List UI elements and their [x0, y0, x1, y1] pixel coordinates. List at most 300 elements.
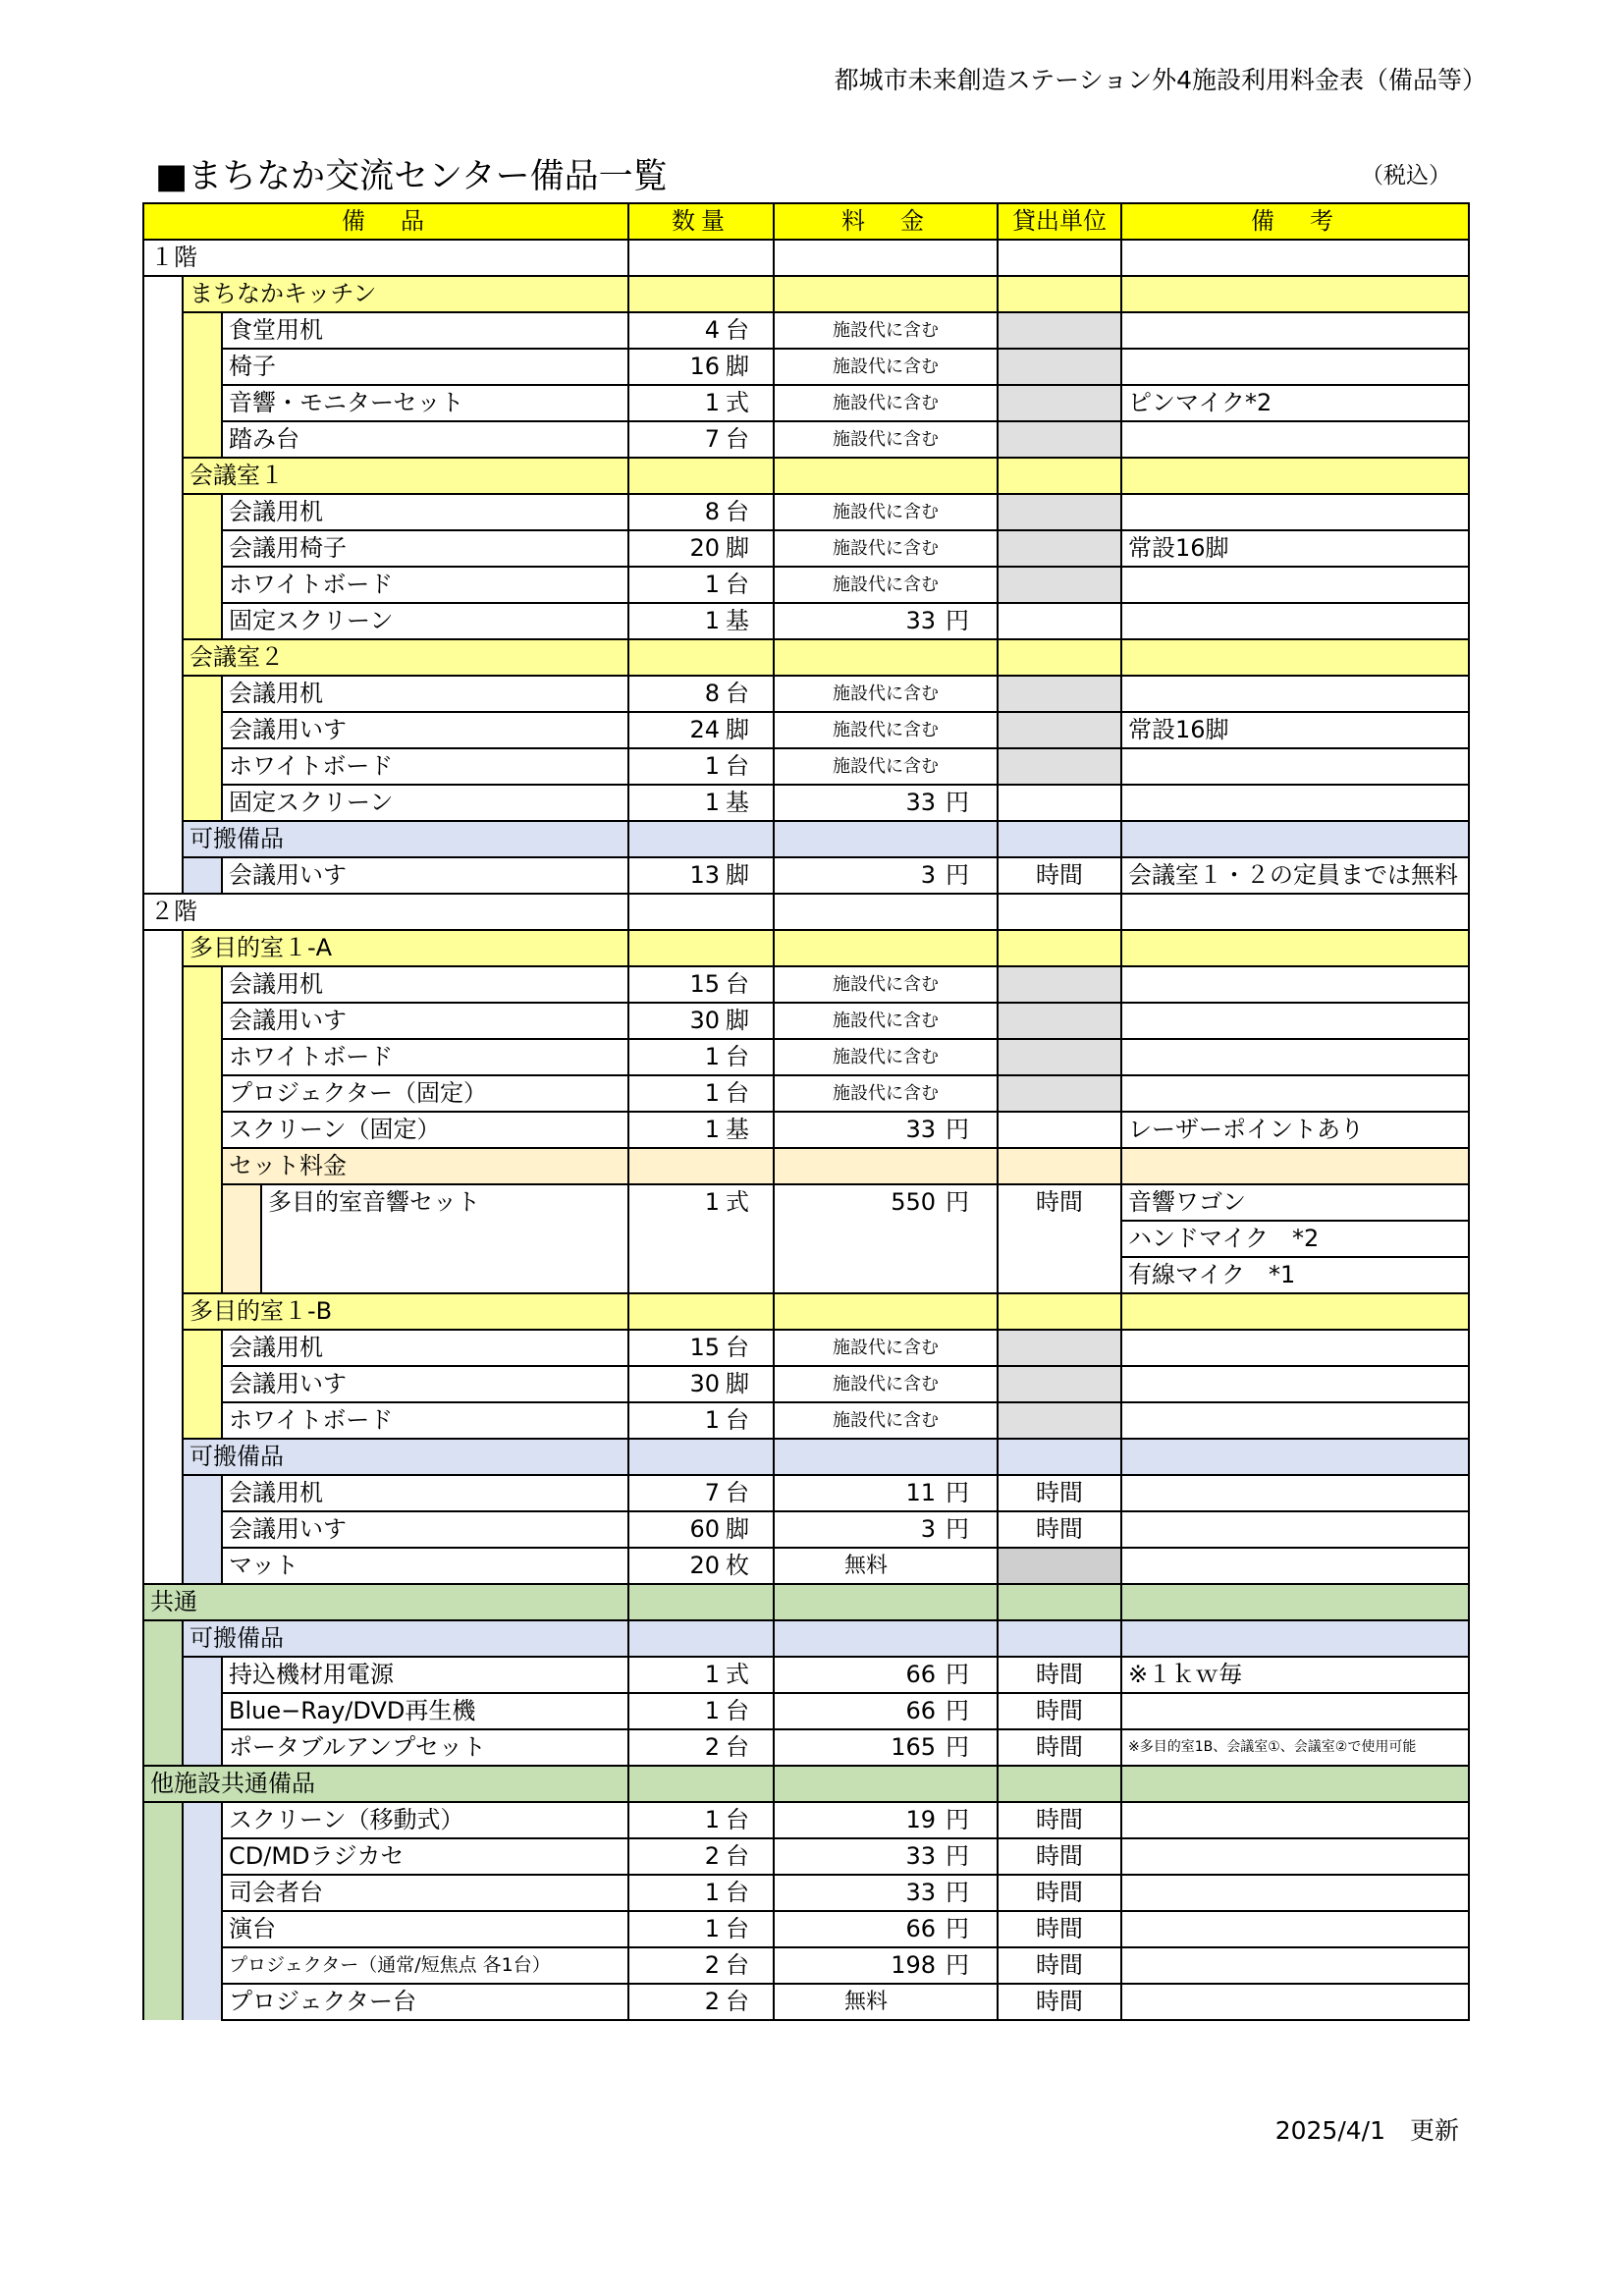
- item-unit: 時間: [998, 1984, 1121, 2020]
- yen-label: 円: [946, 1915, 969, 1942]
- item-qty: [628, 1693, 774, 1729]
- price-cell: [774, 894, 998, 930]
- item-name: Blue−Ray/DVD再生機: [222, 1693, 628, 1729]
- group-bar: [183, 1257, 222, 1293]
- table-row: [143, 421, 1469, 458]
- qty-value: 2: [704, 1951, 720, 1979]
- item-name: スクリーン（固定）: [222, 1112, 628, 1148]
- group-bar: [143, 1003, 183, 1039]
- item-price: [774, 1112, 998, 1148]
- qty-unit: 台: [726, 1951, 749, 1979]
- item-unit: 時間: [998, 1511, 1121, 1548]
- group-bar: [183, 603, 222, 639]
- equipment-table: [142, 202, 1470, 2021]
- qty-unit: 枚: [726, 1552, 749, 1579]
- yen-label: 円: [946, 1515, 969, 1543]
- table-row: [143, 712, 1469, 748]
- note-cell: [1121, 1293, 1469, 1330]
- group-bar: [183, 1075, 222, 1112]
- group-bar: [183, 676, 222, 712]
- item-price: [774, 1729, 998, 1766]
- group-label: 可搬備品: [183, 821, 628, 857]
- qty-value: 15: [689, 970, 720, 998]
- item-name: スクリーン（移動式）: [222, 1802, 628, 1838]
- group-bar: [143, 1911, 183, 1947]
- item-name: 食堂用机: [222, 312, 628, 349]
- item-price: 施設代に含む: [774, 1003, 998, 1039]
- item-note: [1121, 1475, 1469, 1511]
- item-qty: [628, 1875, 774, 1911]
- group-bar: [143, 1693, 183, 1729]
- price-cell: [774, 1148, 998, 1184]
- group-bar: [183, 312, 222, 349]
- item-qty: [628, 530, 774, 567]
- item-unit: 時間: [998, 1911, 1121, 1947]
- item-unit: [998, 567, 1121, 603]
- item-unit: [998, 1548, 1121, 1584]
- set-label: セット料金: [222, 1148, 628, 1184]
- group-row: [143, 930, 1469, 966]
- note-cell: [1121, 894, 1469, 930]
- page-title: ■まちなか交流センター備品一覧: [155, 157, 668, 196]
- table-row: [143, 1984, 1469, 2020]
- group-bar: [183, 1657, 222, 1693]
- group-bar: [143, 312, 183, 349]
- qty-value: 20: [689, 1552, 720, 1579]
- unit-cell: [998, 276, 1121, 312]
- group-bar: [143, 494, 183, 530]
- qty-cell: [628, 1766, 774, 1802]
- item-unit: [998, 1330, 1121, 1366]
- group-bar: [183, 421, 222, 458]
- price-value: 198: [891, 1951, 936, 1979]
- group-row: [143, 639, 1469, 676]
- qty-value: 1: [704, 389, 720, 416]
- document-header: 都城市未来創造ステーション外4施設利用料金表（備品等）: [834, 66, 1487, 94]
- item-name: 会議用椅子: [222, 530, 628, 567]
- price-value: 550: [891, 1188, 936, 1216]
- item-qty: [628, 385, 774, 421]
- floor-row: [143, 1766, 1469, 1802]
- item-note: 音響ワゴン: [1121, 1184, 1469, 1221]
- item-unit: 時間: [998, 1875, 1121, 1911]
- floor-label: 共通: [143, 1584, 628, 1620]
- qty-unit: 台: [726, 1733, 749, 1761]
- qty-unit: 台: [726, 970, 749, 998]
- group-bar: [183, 385, 222, 421]
- note-cell: [1121, 458, 1469, 494]
- group-bar: [183, 567, 222, 603]
- table-row: [143, 1802, 1469, 1838]
- set-row: [143, 1148, 1469, 1184]
- item-name: ホワイトボード: [222, 748, 628, 785]
- yen-label: 円: [946, 1842, 969, 1870]
- item-unit: [998, 421, 1121, 458]
- item-price: 施設代に含む: [774, 530, 998, 567]
- group-bar: [143, 930, 183, 966]
- price-value: 66: [905, 1915, 936, 1942]
- qty-value: 1: [704, 1116, 720, 1143]
- group-bar: [183, 1875, 222, 1911]
- column-header-unit: 貸出単位: [998, 203, 1121, 240]
- table-row: [143, 567, 1469, 603]
- item-unit: [998, 385, 1121, 421]
- qty-unit: 脚: [726, 1370, 749, 1397]
- table-row: [143, 1475, 1469, 1511]
- unit-cell: [998, 930, 1121, 966]
- item-unit: [998, 349, 1121, 385]
- group-bar: [183, 1984, 222, 2020]
- item-price: 施設代に含む: [774, 676, 998, 712]
- group-bar: [143, 1475, 183, 1511]
- table-row: [143, 1693, 1469, 1729]
- item-price: 施設代に含む: [774, 1039, 998, 1075]
- item-unit: 時間: [998, 857, 1121, 894]
- item-note: [1121, 1875, 1469, 1911]
- price-value: 3: [920, 861, 936, 889]
- item-qty: [628, 494, 774, 530]
- item-unit: [998, 1003, 1121, 1039]
- item-price: 施設代に含む: [774, 966, 998, 1003]
- group-bar: [143, 1657, 183, 1693]
- item-qty: [628, 1039, 774, 1075]
- item-note: [1121, 1039, 1469, 1075]
- yen-label: 円: [946, 1697, 969, 1724]
- table-row: [143, 1184, 1469, 1221]
- note-cell: [1121, 1439, 1469, 1475]
- item-note: [1121, 1548, 1469, 1584]
- item-unit: 時間: [998, 1947, 1121, 1984]
- qty-unit: 基: [726, 1116, 749, 1143]
- item-price: [774, 1511, 998, 1548]
- table-row: [143, 676, 1469, 712]
- table-row: [143, 530, 1469, 567]
- qty-unit: 脚: [726, 534, 749, 562]
- column-header-item: 備 品: [143, 203, 628, 240]
- qty-unit: 脚: [726, 1007, 749, 1034]
- group-bar: [143, 1802, 183, 1838]
- group-bar: [183, 857, 222, 894]
- price-cell: [774, 1439, 998, 1475]
- qty-unit: 台: [726, 1043, 749, 1070]
- item-price: [774, 1947, 998, 1984]
- item-unit: [998, 748, 1121, 785]
- qty-unit: 台: [726, 571, 749, 598]
- qty-unit: 台: [726, 425, 749, 453]
- price-cell: [774, 930, 998, 966]
- group-bar: [143, 1075, 183, 1112]
- price-value: 165: [891, 1733, 936, 1761]
- table-row: [143, 1729, 1469, 1766]
- qty-unit: 台: [726, 1406, 749, 1434]
- item-note: [1121, 312, 1469, 349]
- group-bar: [143, 530, 183, 567]
- price-value: 3: [920, 1515, 936, 1543]
- qty-value: 1: [704, 1697, 720, 1724]
- qty-value: 1: [704, 789, 720, 816]
- item-price: 無料: [774, 1984, 998, 2020]
- group-bar: [143, 1729, 183, 1766]
- item-price: 施設代に含む: [774, 1075, 998, 1112]
- qty-value: 2: [704, 1988, 720, 2015]
- group-bar: [183, 1729, 222, 1766]
- item-name: 椅子: [222, 349, 628, 385]
- item-unit: 時間: [998, 1693, 1121, 1729]
- item-name: 音響・モニターセット: [222, 385, 628, 421]
- item-note: [1121, 603, 1469, 639]
- qty-unit: 台: [726, 498, 749, 525]
- note-cell: [1121, 1766, 1469, 1802]
- item-note: [1121, 1075, 1469, 1112]
- item-note: レーザーポイントあり: [1121, 1112, 1469, 1148]
- floor-row: [143, 240, 1469, 276]
- qty-cell: [628, 639, 774, 676]
- table-row: [143, 1366, 1469, 1402]
- table-row: [143, 349, 1469, 385]
- group-bar: [143, 1330, 183, 1366]
- qty-value: 2: [704, 1733, 720, 1761]
- table-row: [143, 748, 1469, 785]
- table-row: [143, 785, 1469, 821]
- price-cell: [774, 1766, 998, 1802]
- floor-row: [143, 894, 1469, 930]
- item-unit: [998, 1039, 1121, 1075]
- item-unit: [998, 785, 1121, 821]
- table-row: [143, 1112, 1469, 1148]
- floor-row: [143, 1584, 1469, 1620]
- qty-value: 1: [704, 1915, 720, 1942]
- qty-value: 15: [689, 1334, 720, 1361]
- table-row: [143, 1075, 1469, 1112]
- group-bar: [143, 1984, 183, 2020]
- note-cell: [1121, 930, 1469, 966]
- qty-unit: 台: [726, 316, 749, 344]
- floor-label: 他施設共通備品: [143, 1766, 628, 1802]
- group-bar: [183, 1330, 222, 1366]
- group-row: [143, 276, 1469, 312]
- item-note: [1121, 1511, 1469, 1548]
- item-price: [774, 1838, 998, 1875]
- price-value: 33: [905, 1116, 936, 1143]
- qty-unit: 脚: [726, 716, 749, 743]
- item-name: 会議用いす: [222, 1003, 628, 1039]
- group-bar: [183, 785, 222, 821]
- item-note: 会議室１・２の定員までは無料: [1121, 857, 1469, 894]
- yen-label: 円: [946, 789, 969, 816]
- item-name: 会議用いす: [222, 712, 628, 748]
- item-note: [1121, 1693, 1469, 1729]
- item-unit: [998, 1075, 1121, 1112]
- item-name: マット: [222, 1548, 628, 1584]
- item-qty: [628, 1003, 774, 1039]
- qty-cell: [628, 894, 774, 930]
- qty-value: 30: [689, 1370, 720, 1397]
- group-bar: [143, 785, 183, 821]
- item-name: 固定スクリーン: [222, 603, 628, 639]
- table-row: [143, 494, 1469, 530]
- unit-cell: [998, 1620, 1121, 1657]
- group-bar: [183, 1838, 222, 1875]
- qty-cell: [628, 821, 774, 857]
- group-bar: [183, 494, 222, 530]
- yen-label: 円: [946, 1116, 969, 1143]
- item-qty: [628, 349, 774, 385]
- qty-value: 7: [704, 1479, 720, 1506]
- price-cell: [774, 458, 998, 494]
- item-name: 会議用机: [222, 966, 628, 1003]
- item-name: 司会者台: [222, 1875, 628, 1911]
- qty-unit: 台: [726, 1806, 749, 1833]
- item-name: 会議用いす: [222, 1366, 628, 1402]
- note-cell: [1121, 276, 1469, 312]
- table-row: [143, 1039, 1469, 1075]
- group-bar: [183, 1184, 222, 1221]
- unit-cell: [998, 458, 1121, 494]
- price-value: 33: [905, 1879, 936, 1906]
- item-name: プロジェクター（通常/短焦点 各1台）: [222, 1947, 628, 1984]
- qty-unit: 台: [726, 1915, 749, 1942]
- qty-value: 60: [689, 1515, 720, 1543]
- yen-label: 円: [946, 1733, 969, 1761]
- qty-cell: [628, 240, 774, 276]
- price-value: 66: [905, 1697, 936, 1724]
- yen-label: 円: [946, 607, 969, 634]
- item-unit: 時間: [998, 1657, 1121, 1693]
- price-value: 11: [905, 1479, 936, 1506]
- item-note: 常設16脚: [1121, 712, 1469, 748]
- item-price: [774, 1657, 998, 1693]
- qty-value: 20: [689, 534, 720, 562]
- item-qty: [628, 1402, 774, 1439]
- qty-value: 1: [704, 1806, 720, 1833]
- qty-value: 1: [704, 1879, 720, 1906]
- group-row: [143, 1439, 1469, 1475]
- group-bar: [183, 1802, 222, 1838]
- item-note: ※１ｋｗ毎: [1121, 1657, 1469, 1693]
- qty-cell: [628, 1439, 774, 1475]
- item-qty: [628, 1112, 774, 1148]
- group-bar: [143, 1875, 183, 1911]
- group-bar: [143, 1947, 183, 1984]
- item-unit: 時間: [998, 1475, 1121, 1511]
- item-unit: [998, 966, 1121, 1003]
- qty-cell: [628, 1148, 774, 1184]
- table-row: [143, 312, 1469, 349]
- item-qty: [628, 1911, 774, 1947]
- group-bar: [222, 1257, 261, 1293]
- item-name: プロジェクター台: [222, 1984, 628, 2020]
- unit-cell: [998, 894, 1121, 930]
- qty-unit: 脚: [726, 353, 749, 380]
- qty-unit: 台: [726, 1842, 749, 1870]
- item-price: [774, 1802, 998, 1838]
- qty-value: 7: [704, 425, 720, 453]
- qty-value: 1: [704, 1043, 720, 1070]
- group-bar: [143, 676, 183, 712]
- group-bar: [183, 1548, 222, 1584]
- group-bar: [183, 712, 222, 748]
- group-bar: [143, 1293, 183, 1330]
- item-note: [1121, 1838, 1469, 1875]
- item-qty: [628, 676, 774, 712]
- table-row: [143, 1947, 1469, 1984]
- item-note: [1121, 748, 1469, 785]
- group-bar: [143, 421, 183, 458]
- item-name: 持込機材用電源: [222, 1657, 628, 1693]
- item-price: [774, 1475, 998, 1511]
- item-note: [1121, 676, 1469, 712]
- item-note: [1121, 421, 1469, 458]
- group-label: 可搬備品: [183, 1439, 628, 1475]
- item-note: [1121, 1947, 1469, 1984]
- item-name: 多目的室音響セット: [261, 1184, 628, 1293]
- qty-value: 1: [704, 1079, 720, 1107]
- qty-unit: 台: [726, 1479, 749, 1506]
- note-cell: [1121, 1620, 1469, 1657]
- group-bar: [143, 567, 183, 603]
- group-label: 可搬備品: [183, 1620, 628, 1657]
- qty-unit: 式: [726, 1661, 749, 1688]
- qty-unit: 式: [726, 1188, 749, 1216]
- qty-cell: [628, 1620, 774, 1657]
- item-price: 施設代に含む: [774, 1366, 998, 1402]
- qty-unit: 台: [726, 1697, 749, 1724]
- qty-value: 1: [704, 1406, 720, 1434]
- group-row: [143, 1620, 1469, 1657]
- table-row: [143, 1838, 1469, 1875]
- group-bar: [143, 857, 183, 894]
- item-price: 施設代に含む: [774, 421, 998, 458]
- item-price: 施設代に含む: [774, 567, 998, 603]
- group-bar: [143, 603, 183, 639]
- item-name: ホワイトボード: [222, 567, 628, 603]
- item-qty: [628, 1947, 774, 1984]
- qty-unit: 脚: [726, 1515, 749, 1543]
- floor-label: １階: [143, 240, 628, 276]
- unit-cell: [998, 1148, 1121, 1184]
- table-row: [143, 385, 1469, 421]
- qty-unit: 脚: [726, 861, 749, 889]
- qty-cell: [628, 1293, 774, 1330]
- group-bar: [143, 1257, 183, 1293]
- price-value: 33: [905, 789, 936, 816]
- item-unit: [998, 603, 1121, 639]
- column-header-price: 料 金: [774, 203, 998, 240]
- item-price: [774, 1693, 998, 1729]
- unit-cell: [998, 821, 1121, 857]
- price-value: 33: [905, 1842, 936, 1870]
- note-cell: [1121, 1148, 1469, 1184]
- group-bar: [183, 1039, 222, 1075]
- group-bar: [143, 1112, 183, 1148]
- note-cell: [1121, 639, 1469, 676]
- group-label: 会議室２: [183, 639, 628, 676]
- item-unit: 時間: [998, 1802, 1121, 1838]
- table-header-row: [143, 203, 1469, 240]
- item-price: 施設代に含む: [774, 712, 998, 748]
- group-bar: [143, 1548, 183, 1584]
- item-note: [1121, 1330, 1469, 1366]
- unit-cell: [998, 1439, 1121, 1475]
- qty-value: 1: [704, 571, 720, 598]
- item-qty: [628, 1511, 774, 1548]
- item-name: 会議用いす: [222, 1511, 628, 1548]
- tax-note: （税込）: [1361, 163, 1451, 189]
- group-bar: [143, 1838, 183, 1875]
- group-bar: [143, 1402, 183, 1439]
- item-name: CD/MDラジカセ: [222, 1838, 628, 1875]
- group-label: まちなかキッチン: [183, 276, 628, 312]
